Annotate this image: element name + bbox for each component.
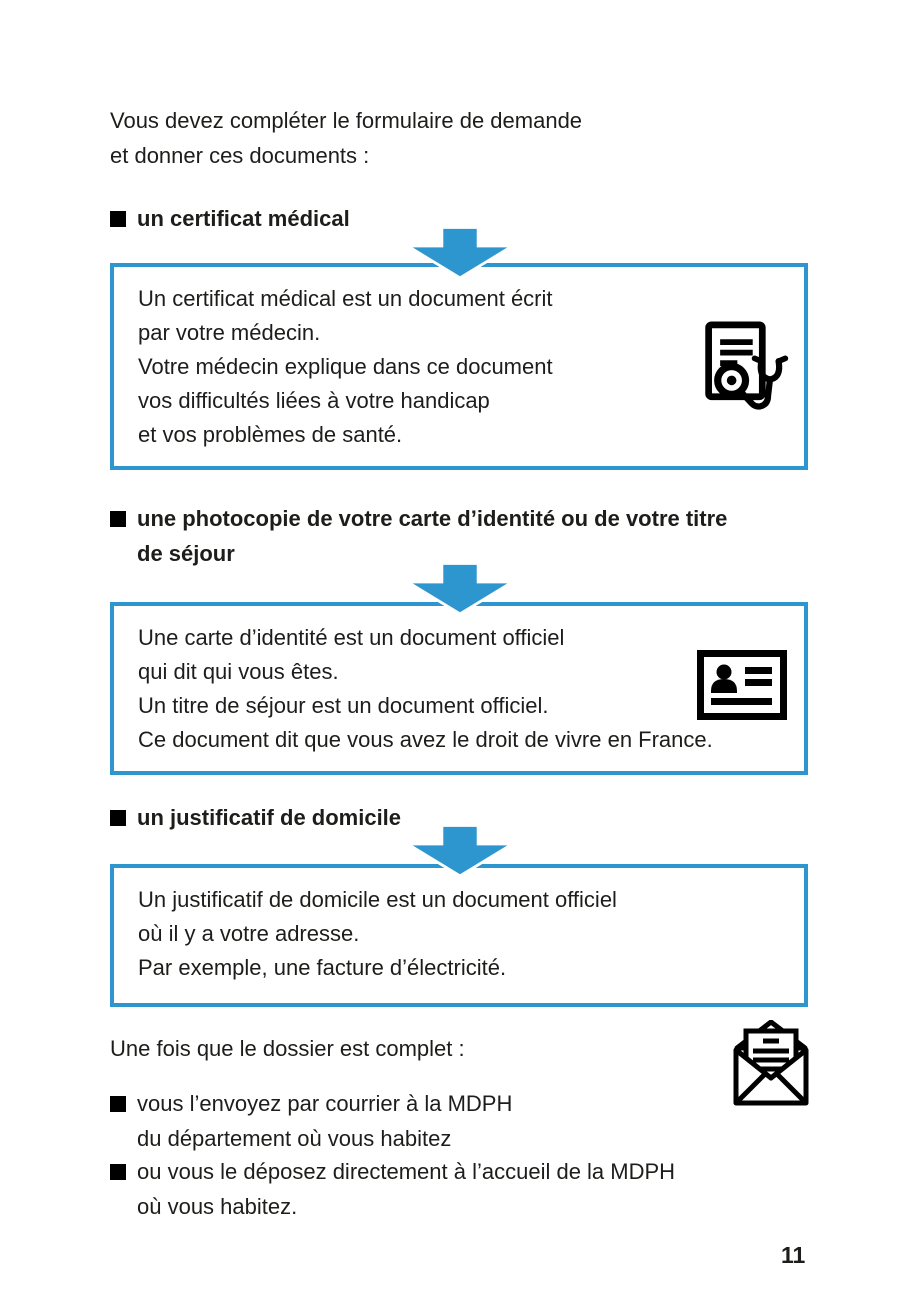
heading-certificat-medical [110, 201, 350, 236]
box-line: Un justificatif de domicile est un document officiel [138, 887, 617, 912]
closing-text: Une fois que le dossier est complet : [110, 1036, 465, 1061]
step-text: vous l’envoyez par courrier à la MDPH [137, 1091, 513, 1116]
box-line: Un certificat médical est un document écrit [138, 286, 553, 311]
bullet-square-icon [110, 810, 126, 826]
box-line: Ce document dit que vous avez le droit de vivre en France. [138, 727, 713, 752]
box-line: par votre médecin. [138, 320, 321, 345]
box-line: Un titre de séjour est un document officiel. [138, 693, 549, 718]
bullet-square-icon [110, 1164, 126, 1180]
box-line: où il y a votre adresse. [138, 921, 360, 946]
down-arrow-icon [408, 563, 512, 615]
heading-photocopie-identite [110, 501, 727, 571]
id-card-icon [697, 650, 787, 720]
bullet-square-icon [110, 511, 126, 527]
intro-paragraph [110, 103, 582, 173]
page-number: 11 [781, 1242, 806, 1268]
heading-text: une photocopie de votre carte d’identité ou de votre titre [137, 506, 728, 531]
box-line: Une carte d’identité est un document officiel [138, 625, 565, 650]
step-text: où vous habitez. [137, 1194, 298, 1219]
step-depot-accueil [110, 1154, 675, 1224]
heading-text: un justificatif de domicile [137, 805, 402, 830]
step-envoi-courrier [110, 1086, 512, 1156]
heading-text: un certificat médical [137, 206, 350, 231]
heading-justificatif-domicile [110, 800, 401, 835]
heading-text: de séjour [137, 541, 235, 566]
carte-identite-box [110, 602, 808, 775]
bullet-square-icon [110, 1096, 126, 1112]
step-text: du département où vous habitez [137, 1126, 452, 1151]
box-line: qui dit qui vous êtes. [138, 659, 339, 684]
bullet-square-icon [110, 211, 126, 227]
box-line: vos difficultés liées à votre handicap [138, 388, 490, 413]
box-line: et vos problèmes de santé. [138, 422, 403, 447]
box-line: Votre médecin explique dans ce document [138, 354, 553, 379]
certificat-medical-box [110, 263, 808, 470]
intro-line: Vous devez compléter le formulaire de demande [110, 108, 583, 133]
intro-line: et donner ces documents : [110, 143, 370, 168]
down-arrow-icon [408, 227, 512, 279]
justificatif-domicile-box [110, 864, 808, 1007]
step-text: ou vous le déposez directement à l’accueil de la MDPH [137, 1159, 676, 1184]
envelope-icon [731, 1020, 811, 1106]
box-line: Par exemple, une facture d’électricité. [138, 955, 507, 980]
medical-certificate-icon [698, 321, 794, 413]
down-arrow-icon [408, 825, 512, 877]
